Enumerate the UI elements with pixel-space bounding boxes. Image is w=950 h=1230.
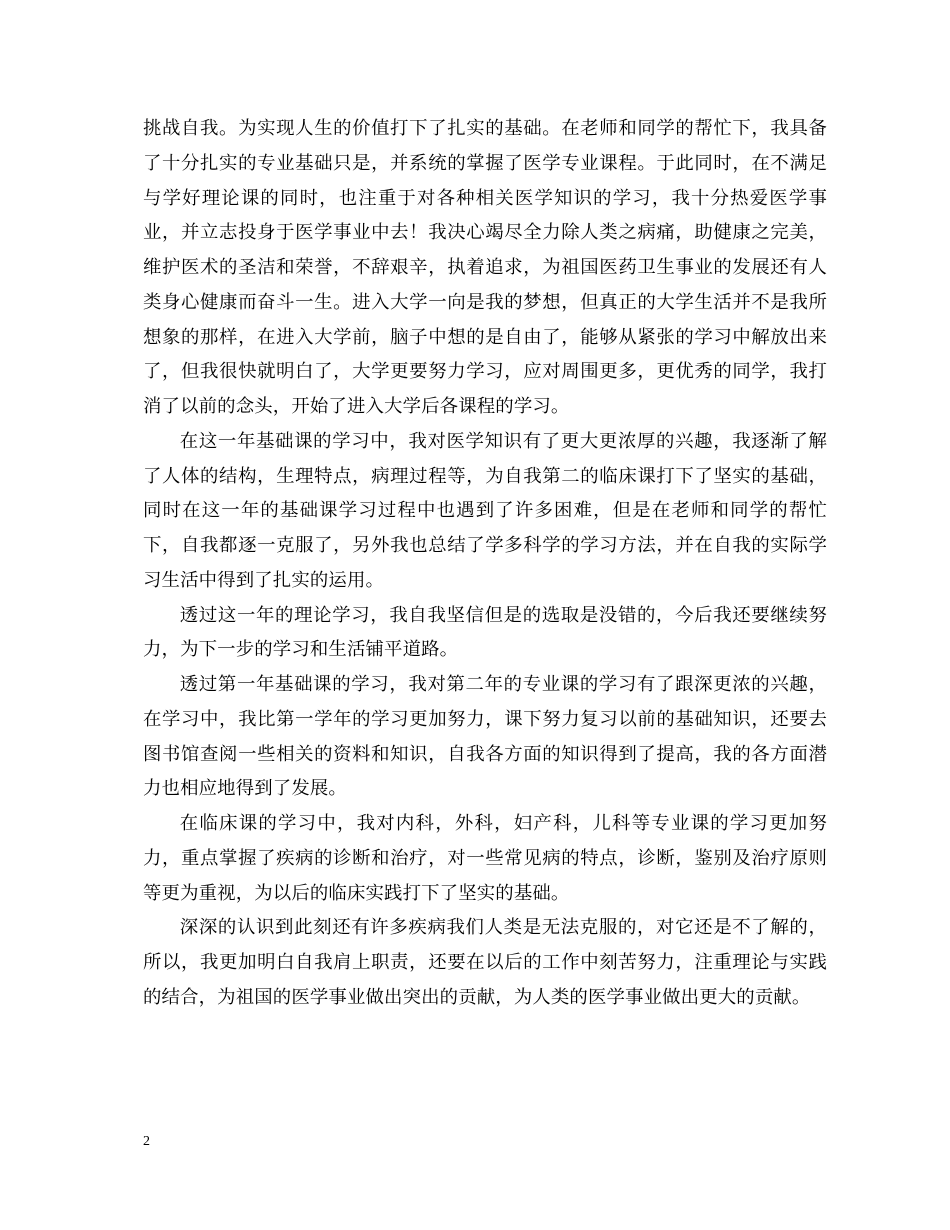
page-number: 2 — [143, 1134, 150, 1149]
paragraph-3: 透过这一年的理论学习，我自我坚信但是的选取是没错的，今后我还要继续努力，为下一步的学习和生活铺平道路。 — [143, 604, 827, 661]
paragraph-4: 透过第一年基础课的学习，我对第二年的专业课的学习有了跟深更浓的兴趣，在学习中，我比第一学年的学习更加努力，课下努力复习以前的基础知识，还要去图书馆查阅一些相关的资料和知识，自我各方面的知识得到了提高，我的各方面潜力也相应地得到了发展。 — [143, 674, 827, 800]
paragraph-1: 挑战自我。为实现人生的价值打下了扎实的基础。在老师和同学的帮忙下，我具备了十分扎实的专业基础只是，并系统的掌握了医学专业课程。于此同时，在不满足与学好理论课的同时，也注重于对各种相关医学知识的学习，我十分热爱医学事业，并立志投身于医学事业中去！我决心竭尽全力除人类之病痛，助健康之完美，维护医术的圣洁和荣誉，不辞艰辛，执着追求，为祖国医药卫生事业的发展还有人类身心健康而奋斗一生。进入大学一向是我的梦想，但真正的大学生活并不是我所想象的那样，在进入大学前，脑子中想的是自由了，能够从紧张的学习中解放出来了，但我很快就明白了，大学更要努力学习，应对周围更多，更优秀的同学，我打消了以前的念头，开始了进入大学后各课程的学习。 — [143, 118, 827, 417]
document-body — [143, 112, 827, 1016]
paragraph-5: 在临床课的学习中，我对内科，外科，妇产科，儿科等专业课的学习更加努力，重点掌握了疾病的诊断和治疗，对一些常见病的特点，诊断，鉴别及治疗原则等更为重视，为以后的临床实践打下了坚实的基础。 — [143, 813, 827, 904]
paragraph-6: 深深的认识到此刻还有许多疾病我们人类是无法克服的，对它还是不了解的，所以，我更加明白自我肩上职责，还要在以后的工作中刻苦努力，注重理论与实践的结合，为祖国的医学事业做出突出的贡献，为人类的医学事业做出更大的贡献。 — [143, 917, 827, 1008]
paragraph-2: 在这一年基础课的学习中，我对医学知识有了更大更浓厚的兴趣，我逐渐了解了人体的结构，生理特点，病理过程等，为自我第二的临床课打下了坚实的基础，同时在这一年的基础课学习过程中也遇到了许多困难，但是在老师和同学的帮忙下，自我都逐一克服了，另外我也总结了学多科学的学习方法，并在自我的实际学习生活中得到了扎实的运用。 — [143, 430, 827, 591]
